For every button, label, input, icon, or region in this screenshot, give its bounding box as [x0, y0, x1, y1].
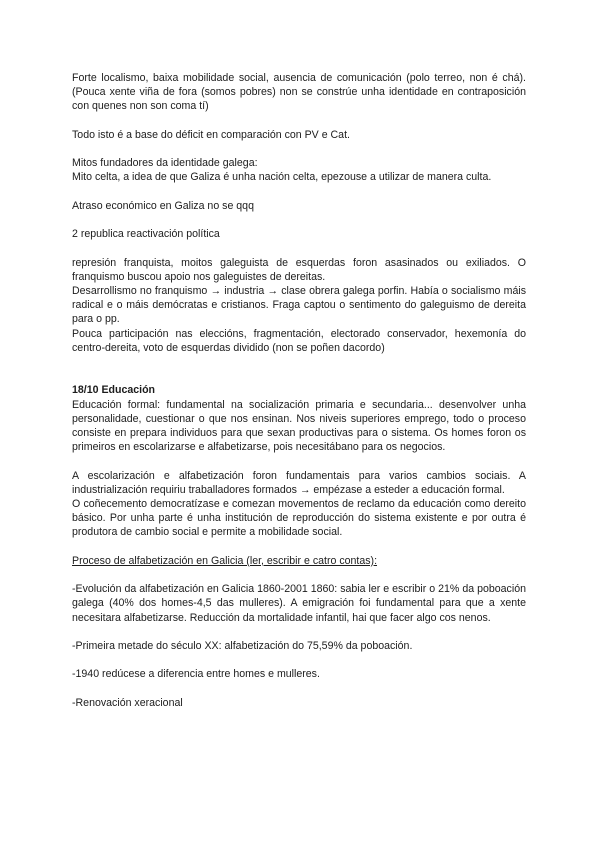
- paragraph-deficit: Todo isto é a base do déficit en comparación con PV e Cat.: [72, 128, 350, 141]
- document-page: [72, 71, 526, 710]
- paragraph-escolarizacion: A escolarización e alfabetización foron fundamentais para varios cambios sociais. A industrialización requiriu traballadores formados → empézase a esteder a educación formal.: [72, 469, 526, 496]
- subheading-alfabetizacion: Proceso de alfabetización en Galicia (ler, escribir e catro contas):: [72, 554, 378, 567]
- paragraph-conecemento: O coñecemento democratízase e comezan movementos de reclamo da educación como dereito básico. Por unha parte é unha institución de reproducción do sistema existente e por outra é produtora de cambio social e permite a mobilidade social.: [72, 497, 526, 539]
- bullet-evolucion: -Evolución da alfabetización en Galicia 1860-2001 1860: sabia ler e escribir o 21% da poboación galega (40% dos homes-4,5 das mulleres). A emigración foi fundamental para que a xente necesitara alfabetizarse. Reducción da mortalidade infantil, hai que facer algo cos nenos.: [72, 583, 526, 624]
- paragraph-desarrollismo: Desarrollismo no franquismo → industria → clase obrera galega porfin. Había o socialismo máis radical e o máis demócratas e cristianos. Fraga captou o sentimento do galeguismo de dereita para o pp.: [72, 284, 526, 326]
- paragraph-republica: 2 republica reactivación política: [72, 228, 220, 241]
- paragraph-mito-celta: Mito celta, a idea de que Galiza é unha nación celta, epezouse a utilizar de manera culta.: [72, 171, 492, 184]
- paragraph-mitos-title: Mitos fundadores da identidade galega:: [72, 157, 258, 170]
- bullet-1940: -1940 redúcese a diferencia entre homes e mulleres.: [72, 668, 320, 681]
- bullet-renovacion: -Renovación xeracional: [72, 696, 183, 709]
- paragraph-participacion: Pouca participación nas eleccións, fragmentación, electorado conservador, hexemonía do centro-dereita, voto de esquerdas dividido (non se poñen dacordo): [72, 327, 526, 354]
- paragraph-represion: represión franquista, moitos galeguista de esquerdas foron asasinados ou exiliados. O franquismo buscou apoio nos galeguistes de dereitas.: [72, 256, 526, 283]
- section-heading-educacion: 18/10 Educación: [72, 384, 156, 397]
- paragraph-localismo: Forte localismo, baixa mobilidade social, ausencia de comunicación (polo terreo, non é chá). (Pouca xente viña de fora (somos pobres) non se constrúe unha identidade en contraposición con quenes non son coma tí): [72, 72, 526, 113]
- paragraph-educacion-formal: Educación formal: fundamental na socialización primaria e secundaria... desenvolver unha personalidade, cuestionar o que nos ensinan. Nos niveis superiores emprego, todo o proceso consiste en prepara individuos para que sexan productivas para o sistema. Os homes foron os primeiros en escolarizarse e alfabetizarse, pois necesitábano para os negocios.: [72, 398, 526, 454]
- paragraph-atraso: Atraso económico en Galiza no se qqq: [72, 199, 254, 212]
- bullet-primeira-metade: -Primeira metade do século XX: alfabetización do 75,59% da poboación.: [72, 639, 413, 652]
